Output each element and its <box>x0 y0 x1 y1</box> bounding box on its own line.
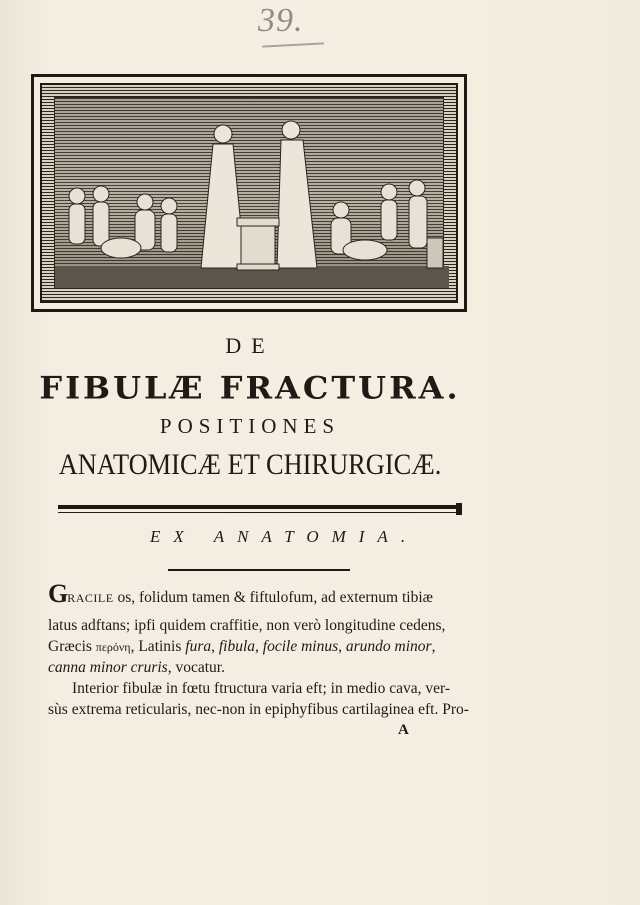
line-text: , <box>255 638 263 655</box>
line-text: , <box>431 638 436 655</box>
section-heading: EX ANATOMIA. <box>150 527 419 546</box>
heading-positiones: POSITIONES <box>159 414 341 438</box>
folio-number: 39. <box>258 2 304 39</box>
engraved-vignette <box>31 74 467 312</box>
catchword: A <box>398 722 409 738</box>
line-text: Græcis <box>48 638 96 655</box>
paragraph1-line4 <box>48 658 468 678</box>
latin-term: arundo minor <box>345 638 432 655</box>
heading-subtitle: ANATOMICÆ ET CHIRURGICÆ. <box>58 448 442 481</box>
double-rule-thick <box>58 505 460 509</box>
putti-group-left <box>69 186 177 258</box>
section-rule <box>168 569 350 571</box>
paragraph1-line3 <box>48 637 468 657</box>
heading-de: DE <box>225 333 275 358</box>
vignette-figures <box>55 98 449 288</box>
line-text: , vocatur. <box>167 659 225 676</box>
line-text: , Latinis <box>130 638 186 655</box>
putti-group-right <box>331 180 443 268</box>
line-text: os, folidum tamen & fiftulofum, ad externum tibiæ <box>113 589 434 606</box>
latin-term: canna minor cruris <box>48 659 168 676</box>
folio-underline <box>262 42 324 47</box>
latin-term: focile minus <box>262 638 339 655</box>
smallcaps-word: RACILE <box>67 591 114 605</box>
drop-capital: G <box>48 579 68 608</box>
paragraph2-line2: sùs extrema reticularis, nec-non in epiphyfibus cartilaginea eft. Pro- <box>48 701 469 718</box>
paragraph1-line2: latus adftans; ipfi quidem craffitie, non verò longitudine cedens, <box>48 617 446 634</box>
double-rule-thin <box>58 512 460 513</box>
latin-term: fibula <box>218 638 256 655</box>
heading-title: FIBULÆ FRACTURA. <box>39 369 461 407</box>
vignette-scene <box>54 97 444 289</box>
latin-term: fura <box>185 638 212 655</box>
greek-word: περόνη <box>95 640 131 654</box>
altar <box>237 218 279 270</box>
paragraph2-line1: Interior fibulæ in fœtu ftructura varia eft; in medio cava, ver- <box>72 680 451 697</box>
vignette-hatched-border <box>40 83 458 303</box>
paragraph1-line1 <box>48 579 468 608</box>
line-text: , <box>211 638 219 655</box>
line-text: , <box>338 638 346 655</box>
rule-end-ornament <box>456 503 462 515</box>
